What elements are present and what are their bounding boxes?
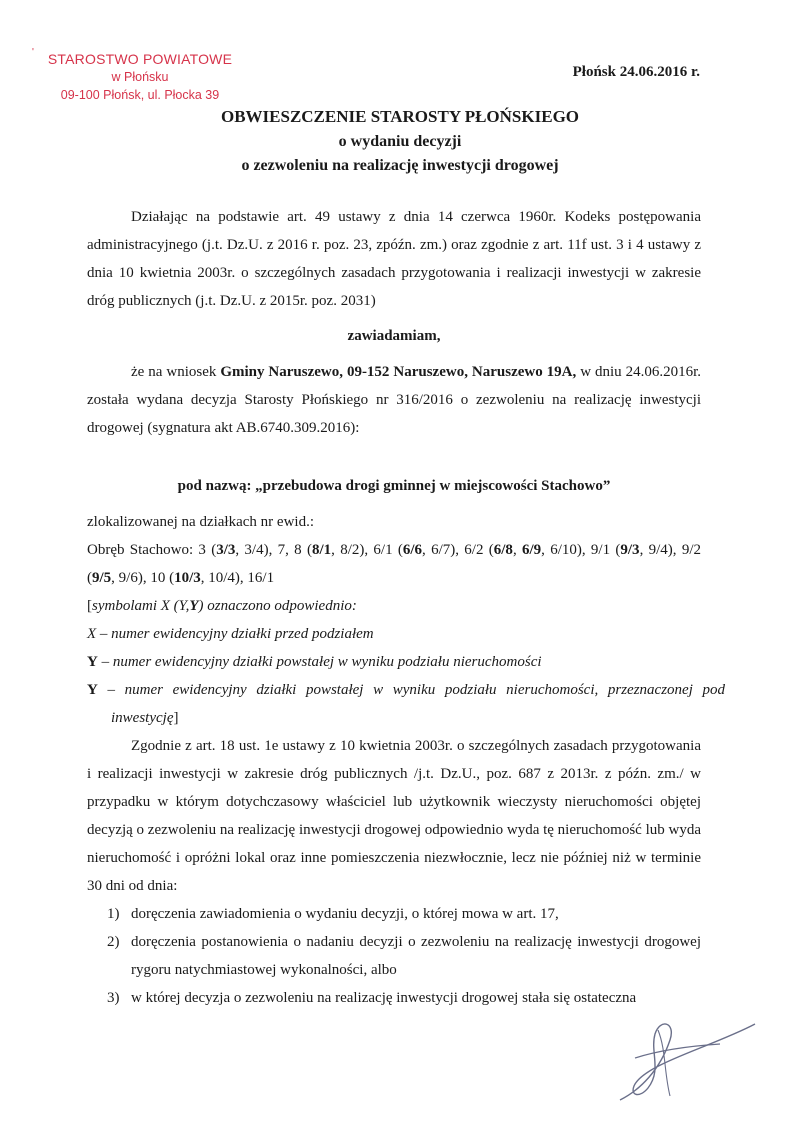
application-paragraph	[87, 358, 701, 442]
notify-line: zawiadamiam,	[347, 328, 441, 344]
terms-list	[87, 900, 701, 1012]
parcel-bold: 6/8	[493, 542, 513, 558]
parcel-bold: 6/6	[402, 542, 423, 558]
list-item-number: 3)	[107, 990, 120, 1006]
stamp-line-2: w Płońsku	[111, 70, 169, 84]
list-item-text: doręczenia postanowienia o nadaniu decyzji o zezwoleniu na realizację inwestycji drogowej rygoru natychmiastowej wykonalności, albo	[131, 934, 701, 978]
legend-y-letter: Y	[87, 654, 98, 670]
stamp-mark: '	[32, 47, 34, 58]
legend-yb-letter: Y	[87, 682, 98, 698]
legend-intro-text: ) oznaczono odpowiednio:	[198, 598, 357, 614]
legend-y	[87, 648, 701, 676]
list-item-number: 2)	[107, 934, 120, 950]
list-item-number: 1)	[107, 906, 120, 922]
document-date: Płońsk 24.06.2016 r.	[572, 64, 700, 80]
legend-bracket-close: ]	[173, 710, 179, 726]
office-stamp	[32, 47, 240, 104]
legend-intro-bold: Y	[189, 598, 199, 614]
parcels-text: Obręb Stachowo: 3 (	[87, 542, 217, 558]
parcel-bold: 6/9	[522, 542, 542, 558]
heading-title: OBWIESZCZENIE STAROSTY PŁOŃSKIEGO	[220, 107, 580, 126]
application-pre: że na wniosek	[131, 364, 221, 380]
heading-line-3: o zezwoleniu na realizację inwestycji drogowej	[241, 157, 559, 174]
application-post: w dniu 24.06.2016r. została wydana decyzja Starosty Płońskiego nr 316/2016 o zezwoleniu na realizację inwestycji drogowej (sygnatura akt AB.6740.309.2016):	[87, 364, 702, 436]
list-item-text: doręczenia zawiadomienia o wydaniu decyzji, o której mowa w art. 17,	[131, 906, 559, 922]
list-item-text: w której decyzja o zezwoleniu na realizację inwestycji drogowej stała się ostateczna	[131, 990, 637, 1006]
parcels-text: , 3/4), 7, 8 (	[235, 542, 312, 558]
document-heading	[0, 104, 800, 178]
parcel-bold: 8/1	[311, 542, 332, 558]
parcel-bold: 10/3	[174, 570, 201, 586]
project-name: pod nazwą: „przebudowa drogi gminnej w miejscowości Stachowo”	[177, 478, 611, 494]
parcel-bold: 9/3	[620, 542, 640, 558]
parcels-text: , 9/6), 10 (	[111, 570, 175, 586]
stamp-line-3: 09-100 Płońsk, ul. Płocka 39	[60, 88, 220, 102]
list-item	[87, 900, 701, 928]
legend-intro	[87, 592, 701, 620]
legend-yb-text: – numer ewidencyjny działki powstałej w wyniku podziału nieruchomości, przeznaczonej pod inwestycję	[97, 682, 725, 726]
parcels-text: , 8/2), 6/1 (	[331, 542, 403, 558]
location-intro: zlokalizowanej na działkach nr ewid.:	[87, 514, 314, 530]
legend-y-bold	[87, 676, 725, 732]
legend-bracket-open: [	[87, 598, 92, 614]
parcels-text: ,	[512, 542, 522, 558]
parcels-text: , 10/4), 16/1	[200, 570, 275, 586]
legend-x: X – numer ewidencyjny działki przed podziałem	[87, 626, 374, 642]
parcel-bold: 9/5	[92, 570, 112, 586]
parcel-bold: 3/3	[216, 542, 236, 558]
intro-paragraph: Działając na podstawie art. 49 ustawy z dnia 14 czerwca 1960r. Kodeks postępowania administracyjnego (j.t. Dz.U. z 2016 r. poz. 23, zpóźn. zm.) oraz zgodnie z art. 11f ust. 3 i 4 ustawy z dnia 10 kwietnia 2003r. o szczególnych zasadach przygotowania i realizacji inwestycji w zakresie dróg publicznych (j.t. Dz.U. z 2015r. poz. 2031)	[87, 209, 701, 309]
heading-line-2: o wydaniu decyzji	[338, 133, 462, 150]
parcels-text: , 9/4), 9/2 (	[87, 542, 701, 586]
parcels-text: , 6/10), 9/1 (	[541, 542, 621, 558]
art18-paragraph: Zgodnie z art. 18 ust. 1e ustawy z 10 kwietnia 2003r. o szczególnych zasadach przygotowania i realizacji inwestycji w zakresie dróg publicznych /j.t. Dz.U., poz. 687 z 2013r. z późn. zm./ w przypadku w którym dotychczasowy właściciel lub użytkownik wieczysty nieruchomości objętej decyzją o zezwoleniu na realizację inwestycji drogowej odpowiednio wyda tę nieruchomość lub wyda nieruchomość i opróżni lokal oraz inne pomieszczenia niezwłocznie, lecz nie później niż w terminie 30 dni od dnia:	[87, 738, 701, 894]
applicant-name: Gminy Naruszewo, 09-152 Naruszewo, Naruszewo 19A,	[220, 364, 577, 380]
parcels-text: , 6/7), 6/2 (	[422, 542, 494, 558]
stamp-line-1: STAROSTWO POWIATOWE	[47, 51, 233, 67]
legend-intro-text: symbolami X (Y,	[92, 598, 190, 614]
legend-y-text: – numer ewidencyjny działki powstałej w wyniku podziału nieruchomości	[97, 654, 542, 670]
parcels-paragraph	[87, 536, 701, 592]
handwritten-signature	[600, 1000, 760, 1110]
list-item	[87, 928, 701, 984]
